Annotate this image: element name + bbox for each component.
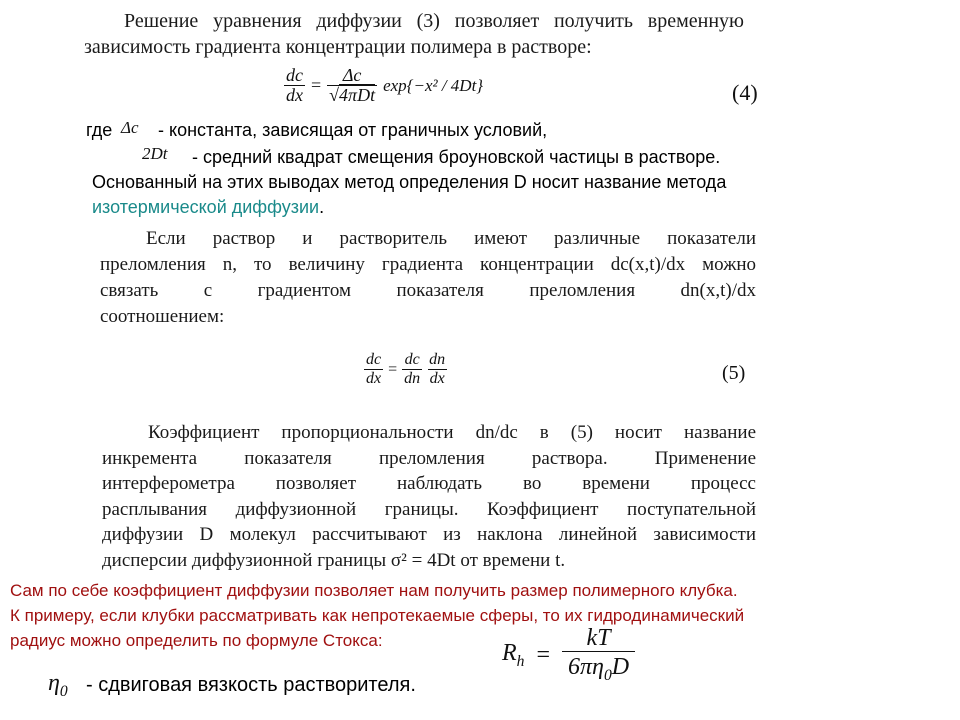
eq4-rhs-den-inner: 4πDt — [339, 84, 376, 105]
para3-line-4: расплывания диффузионной границы. Коэффициент поступательной — [102, 498, 756, 520]
where-desc-1: - константа, зависящая от граничных условий, — [158, 120, 548, 140]
para3-line-1: Коэффициент пропорциональности dn/dc в (5) носит название — [148, 422, 756, 443]
eq4-lhs-den: dx — [286, 84, 303, 105]
eq4-lhs-fraction — [284, 66, 305, 106]
method-line-2-tail: . — [319, 197, 325, 217]
equation-4 — [284, 66, 483, 106]
para3-line-3: интерферометра позволяет наблюдать во времени процесс — [102, 473, 756, 494]
stokes-num: kT — [586, 625, 611, 651]
viscosity-symbol — [48, 670, 68, 701]
note-line-1: Сам по себе коэффициент диффузии позволяет нам получить размер полимерного клубка. — [10, 581, 738, 600]
eq4-lhs-num: dc — [286, 65, 303, 85]
note-line-3: радиус можно определить по формуле Стокса: — [10, 631, 383, 650]
eq4-exp: exp{−x² / 4Dt} — [383, 75, 484, 95]
eta-sub: 0 — [59, 682, 68, 700]
viscosity-desc: - сдвиговая вязкость растворителя. — [86, 674, 416, 696]
stokes-den-a: 6πη — [568, 654, 604, 681]
sqrt-icon: √ — [329, 84, 340, 105]
method-line-1: Основанный на этих выводах метод определения D носит название метода — [92, 172, 727, 192]
stokes-den-sub: 0 — [603, 666, 612, 684]
para2-line-4: соотношением: — [100, 306, 225, 327]
eq5-lhs-fraction — [364, 352, 383, 387]
stokes-fraction — [562, 626, 635, 684]
where-gde: где — [86, 120, 113, 140]
eq5-equals: = — [388, 360, 398, 378]
stokes-lhs-r: R — [502, 639, 517, 666]
para3-line-5: диффузии D молекул рассчитывают из наклона линейной зависимости — [102, 524, 756, 545]
eq4-equals: = — [311, 75, 322, 96]
eq5-fraction-1 — [402, 352, 422, 387]
stokes-lhs-sub: h — [516, 652, 525, 670]
increment-paragraph — [102, 420, 756, 573]
para2-line-1: Если раствор и растворитель имеют различные показатели — [146, 228, 756, 249]
method-line-2 — [92, 195, 726, 220]
stokes-lhs — [502, 640, 524, 671]
eq5-number: (5) — [722, 362, 746, 384]
where-sym-delta-c: Δc — [121, 118, 139, 137]
eq5-f2-num: dn — [429, 351, 446, 368]
method-text — [92, 170, 726, 220]
equation-5 — [364, 352, 447, 387]
eq5-f1-num: dc — [404, 351, 420, 368]
eq5-lhs-num: dc — [366, 351, 382, 368]
intro-line-2: зависимость градиента концентрации полимера в растворе: — [84, 36, 592, 58]
para2-line-3: связать с градиентом показателя преломления dn(x,t)/dx — [100, 280, 756, 301]
note-line-2: К примеру, если клубки рассматривать как непротекаемые сферы, то их гидродинамический — [10, 606, 745, 625]
intro-line-1: Решение уравнения диффузии (3) позволяет получить временную — [124, 10, 744, 32]
stokes-note — [10, 578, 950, 653]
eq4-rhs-fraction — [327, 66, 377, 106]
stokes-den-b: D — [611, 654, 630, 681]
refraction-paragraph — [100, 226, 756, 330]
isothermal-diffusion-link[interactable]: изотермической диффузии — [92, 197, 320, 217]
stokes-equals: = — [536, 641, 551, 668]
eq5-fraction-2 — [427, 352, 447, 387]
intro-text — [84, 8, 744, 60]
eq4-rhs-den — [327, 85, 377, 106]
eta-symbol: η — [48, 670, 60, 696]
para3-line-2: инкремента показателя преломления раствора. Применение — [102, 447, 756, 469]
eq5-lhs-den: dx — [366, 369, 382, 387]
eq4-number: (4) — [732, 80, 758, 105]
eq5-f2-den: dx — [429, 369, 445, 387]
stokes-formula — [502, 626, 635, 684]
para2-line-2: преломления n, то величину градиента концентрации dc(x,t)/dx можно — [100, 254, 756, 275]
para3-line-6: дисперсии диффузионной границы σ² = 4Dt от времени t. — [102, 549, 566, 571]
stokes-den — [562, 651, 635, 684]
eq5-f1-den: dn — [404, 369, 421, 387]
where-desc-2: - средний квадрат смещения броуновской частицы в растворе. — [192, 147, 721, 167]
where-sym-2dt: 2Dt — [142, 144, 168, 163]
eq4-rhs-num: Δc — [342, 65, 362, 85]
